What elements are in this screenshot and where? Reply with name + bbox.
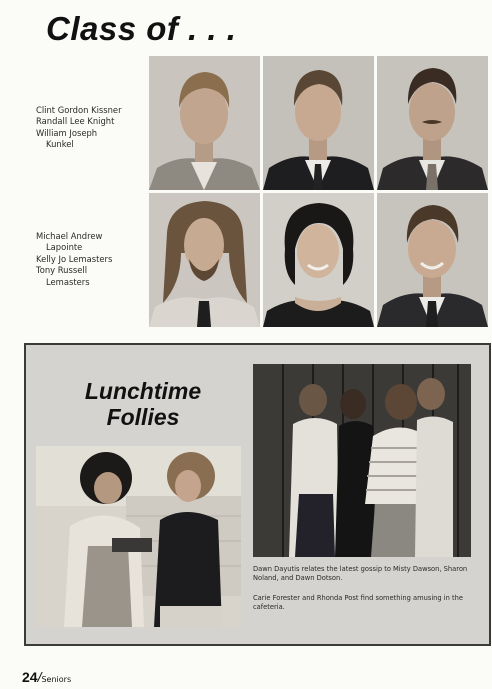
page-number: 24 xyxy=(22,669,38,685)
names-group-1 xyxy=(36,105,122,151)
section-name: Seniors xyxy=(41,675,72,684)
photo-caption: Dawn Dayutis relates the latest gossip to Misty Dawson, Sharon Noland, and Dawn Dotson. xyxy=(253,565,468,583)
student-name: William Joseph xyxy=(36,127,98,138)
student-name: Kelly Jo Lemasters xyxy=(36,253,113,264)
student-name: Kunkel xyxy=(46,139,74,150)
photo-caption: Carie Forester and Rhonda Post find something amusing in the cafeteria. xyxy=(253,594,463,612)
portrait-photo xyxy=(263,56,374,190)
portrait-photo xyxy=(149,193,260,327)
page-title: Class of . . . xyxy=(46,10,237,47)
feature-title-line-1: Lunchtime xyxy=(84,378,202,404)
candid-photo-left xyxy=(36,446,241,627)
feature-title xyxy=(68,378,218,430)
names-group-2 xyxy=(36,231,112,288)
student-name: Tony Russell xyxy=(36,265,88,276)
student-name: Lemasters xyxy=(46,276,90,287)
page-folio xyxy=(22,669,71,687)
student-name: Randall Lee Knight xyxy=(36,116,115,127)
student-name: Michael Andrew xyxy=(36,231,103,241)
portrait-photo xyxy=(377,56,488,190)
portrait-photo xyxy=(377,193,488,327)
student-name: Lapointe xyxy=(46,242,83,253)
portrait-photo xyxy=(149,56,260,190)
candid-photo-right xyxy=(253,364,471,557)
student-name: Clint Gordon Kissner xyxy=(36,105,122,115)
portrait-photo xyxy=(263,193,374,327)
folio-slash: / xyxy=(37,669,42,685)
feature-title-line-2: Follies xyxy=(106,404,180,430)
